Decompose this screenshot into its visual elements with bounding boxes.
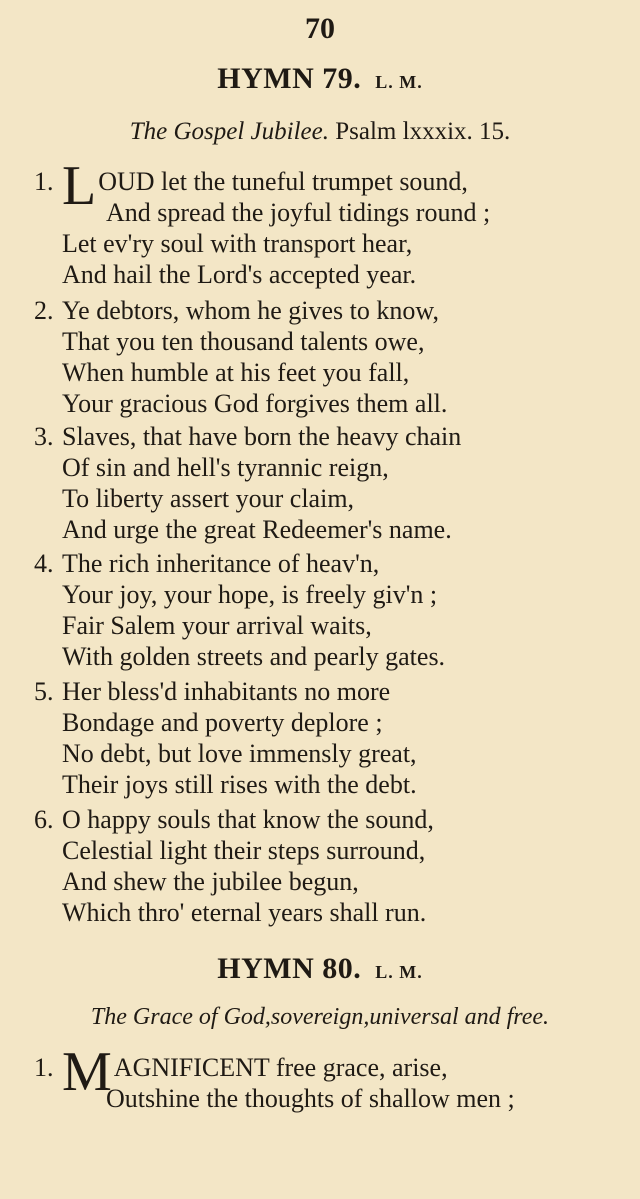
verse-line: To liberty assert your claim, xyxy=(62,484,355,513)
verse-line: OUD let the tuneful trumpet sound, xyxy=(98,167,468,196)
verse-line: Slaves, that have born the heavy chain xyxy=(62,422,462,451)
hymn-title: HYMN 80. xyxy=(217,952,362,985)
verse-line: The rich inheritance of heav'n, xyxy=(62,549,380,578)
hymn-80-heading xyxy=(0,952,640,986)
drop-cap: L xyxy=(62,155,97,217)
verse-line: Ye debtors, whom he gives to know, xyxy=(62,296,439,325)
hymn-subtitle-title: The Gospel Jubilee. xyxy=(129,118,329,145)
drop-cap: M xyxy=(62,1041,112,1103)
verse-line: With golden streets and pearly gates. xyxy=(62,642,446,671)
stanza-number: 1. xyxy=(34,1053,54,1082)
verse-line: Your joy, your hope, is freely giv'n ; xyxy=(62,580,438,609)
hymn-meter: L. M. xyxy=(375,72,423,92)
hymn-80-subtitle xyxy=(0,1004,640,1031)
stanza-number: 1. xyxy=(34,167,54,196)
verse-line: And shew the jubilee begun, xyxy=(62,867,359,896)
stanza-number: 6. xyxy=(34,805,54,834)
page-number: 70 xyxy=(305,12,335,45)
stanza-number: 3. xyxy=(34,422,54,451)
verse-line: And spread the joyful tidings round ; xyxy=(106,198,491,227)
verse-line: No debt, but love immensly great, xyxy=(62,739,417,768)
stanza-number: 4. xyxy=(34,549,54,578)
hymn-80-stanza-1 xyxy=(34,1041,634,1114)
hymn-79-stanza-1 xyxy=(34,155,634,290)
hymn-79-stanza-2 xyxy=(34,295,634,419)
verse-line: Of sin and hell's tyrannic reign, xyxy=(62,453,389,482)
verse-line: That you ten thousand talents owe, xyxy=(62,327,425,356)
hymn-subtitle-reference: Psalm lxxxix. 15. xyxy=(335,118,511,145)
verse-line: Outshine the thoughts of shallow men ; xyxy=(106,1084,515,1113)
hymn-79-stanza-3 xyxy=(34,421,634,545)
verse-line: Their joys still rises with the debt. xyxy=(62,770,417,799)
hymn-79-heading xyxy=(0,62,640,96)
verse-line: Bondage and poverty deplore ; xyxy=(62,708,383,737)
verse-line: Her bless'd inhabitants no more xyxy=(62,677,391,706)
hymn-title: HYMN 79. xyxy=(217,62,362,95)
hymn-79-subtitle xyxy=(0,118,640,146)
hymn-79-stanza-6 xyxy=(34,804,634,928)
stanza-number: 2. xyxy=(34,296,54,325)
verse-line: Your gracious God forgives them all. xyxy=(62,389,448,418)
verse-line: O happy souls that know the sound, xyxy=(62,805,434,834)
verse-line: And hail the Lord's accepted year. xyxy=(62,260,417,289)
hymn-subtitle-title: The Grace of God,sovereign,universal and free. xyxy=(90,1004,550,1030)
verse-line: When humble at his feet you fall, xyxy=(62,358,410,387)
verse-line: Let ev'ry soul with transport hear, xyxy=(62,229,413,258)
hymn-79-stanza-5 xyxy=(34,676,634,800)
verse-line: AGNIFICENT free grace, arise, xyxy=(113,1053,448,1082)
hymn-79-stanza-4 xyxy=(34,548,634,672)
stanza-number: 5. xyxy=(34,677,54,706)
verse-line: Fair Salem your arrival waits, xyxy=(62,611,372,640)
verse-line: Celestial light their steps surround, xyxy=(62,836,426,865)
verse-line: And urge the great Redeemer's name. xyxy=(62,515,452,544)
hymn-meter: L. M. xyxy=(375,962,423,982)
verse-line: Which thro' eternal years shall run. xyxy=(62,898,427,927)
